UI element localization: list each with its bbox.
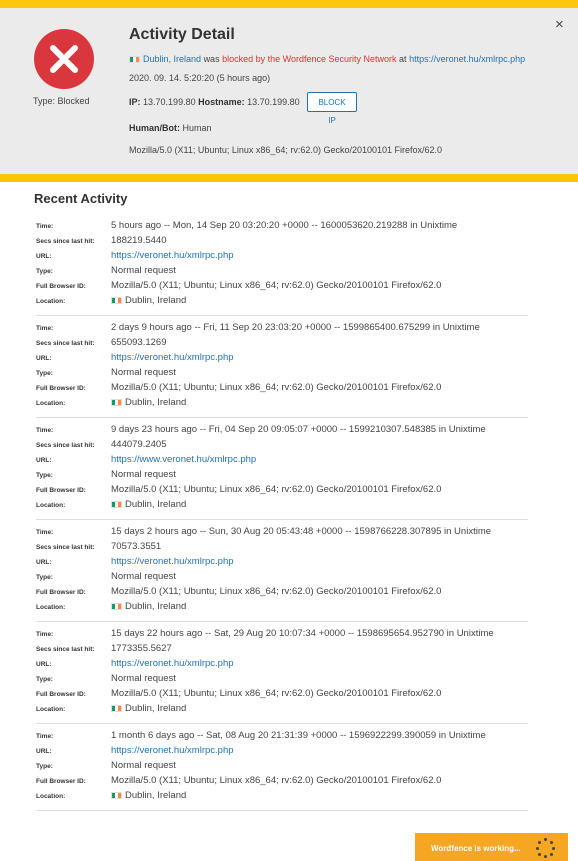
location-value [111,499,186,510]
top-accent-bar [0,0,578,8]
type-row [36,264,528,279]
time-row [36,525,528,540]
browser-row [36,483,528,498]
ireland-flag-icon [111,501,122,508]
secs-value: 655093.1269 [111,337,167,348]
secs-label: Secs since last hit: [36,340,95,347]
browser-row [36,381,528,396]
url-value[interactable]: https://www.veronet.hu/xmlrpc.php [111,454,257,465]
working-text: Wordfence is working... [431,844,521,853]
activity-entry [36,418,528,520]
type-label: Type: [36,268,53,275]
hostname-value: 13.70.199.80 [247,97,300,107]
browser-value: Mozilla/5.0 (X11; Ubuntu; Linux x86_64; rv:62.0) Gecko/20100101 Firefox/62.0 [111,484,442,495]
secs-value: 70573.3551 [111,541,162,552]
url-value[interactable]: https://veronet.hu/xmlrpc.php [111,556,234,567]
url-row [36,453,528,468]
browser-value: Mozilla/5.0 (X11; Ubuntu; Linux x86_64; rv:62.0) Gecko/20100101 Firefox/62.0 [111,382,442,393]
location-value [111,601,186,612]
time-row [36,729,528,744]
working-toast [415,833,568,861]
url-row [36,744,528,759]
browser-label: Full Browser ID: [36,589,86,596]
browser-label: Full Browser ID: [36,487,86,494]
url-value[interactable]: https://veronet.hu/xmlrpc.php [111,250,234,261]
activity-entry [36,520,528,622]
secs-row [36,642,528,657]
location-row [36,294,528,309]
time-value: 5 hours ago -- Mon, 14 Sep 20 03:20:20 +0000 -- 1600053620.219288 in Unixtime [111,220,458,231]
location-label: Location: [36,298,66,305]
recent-activity-list [36,214,528,811]
type-row [36,468,528,483]
location-row [36,702,528,717]
type-row [36,570,528,585]
location-label: Location: [36,793,66,800]
secs-row [36,336,528,351]
block-summary [129,54,525,64]
blocked-by-text: blocked by the Wordfence Security Network [222,54,397,64]
at-text: at [399,54,407,64]
secs-value: 444079.2405 [111,439,167,450]
secs-value: 188219.5440 [111,235,167,246]
time-row [36,423,528,438]
time-value: 15 days 2 hours ago -- Sun, 30 Aug 20 05:43:48 +0000 -- 1598766228.307895 in Unixtime [111,526,492,537]
browser-label: Full Browser ID: [36,691,86,698]
location-row [36,498,528,513]
url-row [36,657,528,672]
time-value: 1 month 6 days ago -- Sat, 08 Aug 20 21:31:39 +0000 -- 1596922299.390059 in Unixtime [111,730,486,741]
url-row [36,351,528,366]
browser-label: Full Browser ID: [36,385,86,392]
browser-row [36,279,528,294]
location-label: Location: [36,706,66,713]
was-text: was [203,54,220,64]
url-row [36,555,528,570]
human-bot-label: Human/Bot: [129,123,180,133]
browser-label: Full Browser ID: [36,778,86,785]
secs-label: Secs since last hit: [36,544,95,551]
close-icon[interactable]: × [555,16,564,33]
time-value: 15 days 22 hours ago -- Sat, 29 Aug 20 10:07:34 +0000 -- 1598695654.952790 in Unixtime [111,628,494,639]
time-row [36,219,528,234]
user-agent: Mozilla/5.0 (X11; Ubuntu; Linux x86_64; rv:62.0) Gecko/20100101 Firefox/62.0 [129,145,443,155]
bottom-accent-bar [0,174,578,182]
ip-info [129,97,300,107]
blocked-url-link[interactable]: https://veronet.hu/xmlrpc.php [409,54,526,64]
secs-value: 1773355.5627 [111,643,172,654]
url-label: URL: [36,355,52,362]
time-row [36,321,528,336]
url-label: URL: [36,253,52,260]
secs-row [36,234,528,249]
location-label: Location: [36,502,66,509]
secs-label: Secs since last hit: [36,442,95,449]
type-row [36,672,528,687]
recent-activity-title: Recent Activity [34,191,128,206]
ireland-flag-icon [111,297,122,304]
type-label: Type: [36,472,53,479]
location-row [36,396,528,411]
url-value[interactable]: https://veronet.hu/xmlrpc.php [111,658,234,669]
url-label: URL: [36,748,52,755]
location-text: Dublin, Ireland [125,790,187,801]
human-bot-value: Human [182,123,212,133]
location-text: Dublin, Ireland [125,499,187,510]
location-text: Dublin, Ireland [125,295,187,306]
location-value [111,790,186,801]
ip-value: 13.70.199.80 [143,97,196,107]
url-row [36,249,528,264]
type-label: Type: [36,370,53,377]
block-ip-button[interactable]: BLOCK IP [307,92,357,112]
ireland-flag-icon [111,603,122,610]
type-value: Normal request [111,367,176,378]
url-label: URL: [36,457,52,464]
browser-value: Mozilla/5.0 (X11; Ubuntu; Linux x86_64; rv:62.0) Gecko/20100101 Firefox/62.0 [111,775,442,786]
browser-row [36,687,528,702]
type-value: Normal request [111,760,176,771]
time-label: Time: [36,427,54,434]
location-link[interactable]: Dublin, Ireland [143,54,202,64]
ireland-flag-icon [111,705,122,712]
location-row [36,600,528,615]
browser-value: Mozilla/5.0 (X11; Ubuntu; Linux x86_64; rv:62.0) Gecko/20100101 Firefox/62.0 [111,586,442,597]
type-value: Normal request [111,265,176,276]
human-bot-info [129,123,212,133]
time-label: Time: [36,223,54,230]
activity-entry [36,214,528,316]
block-datetime: 2020. 09. 14. 5:20:20 (5 hours ago) [129,73,271,83]
browser-value: Mozilla/5.0 (X11; Ubuntu; Linux x86_64; rv:62.0) Gecko/20100101 Firefox/62.0 [111,280,442,291]
time-value: 9 days 23 hours ago -- Fri, 04 Sep 20 09:05:07 +0000 -- 1599210307.548385 in Unixtime [111,424,486,435]
time-label: Time: [36,631,54,638]
url-label: URL: [36,661,52,668]
secs-row [36,438,528,453]
browser-label: Full Browser ID: [36,283,86,290]
time-label: Time: [36,325,54,332]
url-value[interactable]: https://veronet.hu/xmlrpc.php [111,745,234,756]
url-value[interactable]: https://veronet.hu/xmlrpc.php [111,352,234,363]
type-label: Type: [36,763,53,770]
page-title: Activity Detail [129,26,235,43]
browser-row [36,774,528,789]
secs-label: Secs since last hit: [36,238,95,245]
ireland-flag-icon [129,56,140,63]
hostname-label: Hostname: [198,97,245,107]
type-value: Normal request [111,571,176,582]
url-label: URL: [36,559,52,566]
type-row [36,366,528,381]
location-text: Dublin, Ireland [125,703,187,714]
location-text: Dublin, Ireland [125,601,187,612]
type-label: Type: Blocked [33,96,90,106]
time-label: Time: [36,529,54,536]
activity-entry [36,622,528,724]
ip-label: IP: [129,97,141,107]
location-text: Dublin, Ireland [125,397,187,408]
location-value [111,295,186,306]
time-value: 2 days 9 hours ago -- Fri, 11 Sep 20 23:03:20 +0000 -- 1599865400.675299 in Unixtime [111,322,480,333]
secs-row [36,540,528,555]
location-value [111,397,186,408]
location-value [111,703,186,714]
ireland-flag-icon [111,399,122,406]
browser-value: Mozilla/5.0 (X11; Ubuntu; Linux x86_64; rv:62.0) Gecko/20100101 Firefox/62.0 [111,688,442,699]
type-label: Type: [36,676,53,683]
location-label: Location: [36,400,66,407]
type-label: Type: [36,574,53,581]
spinner-icon [534,836,558,860]
time-row [36,627,528,642]
browser-row [36,585,528,600]
ireland-flag-icon [111,792,122,799]
location-row [36,789,528,804]
type-value: Normal request [111,673,176,684]
time-label: Time: [36,733,54,740]
secs-label: Secs since last hit: [36,646,95,653]
location-label: Location: [36,604,66,611]
blocked-x-icon [34,29,94,89]
activity-entry [36,724,528,811]
type-value: Normal request [111,469,176,480]
type-row [36,759,528,774]
activity-entry [36,316,528,418]
